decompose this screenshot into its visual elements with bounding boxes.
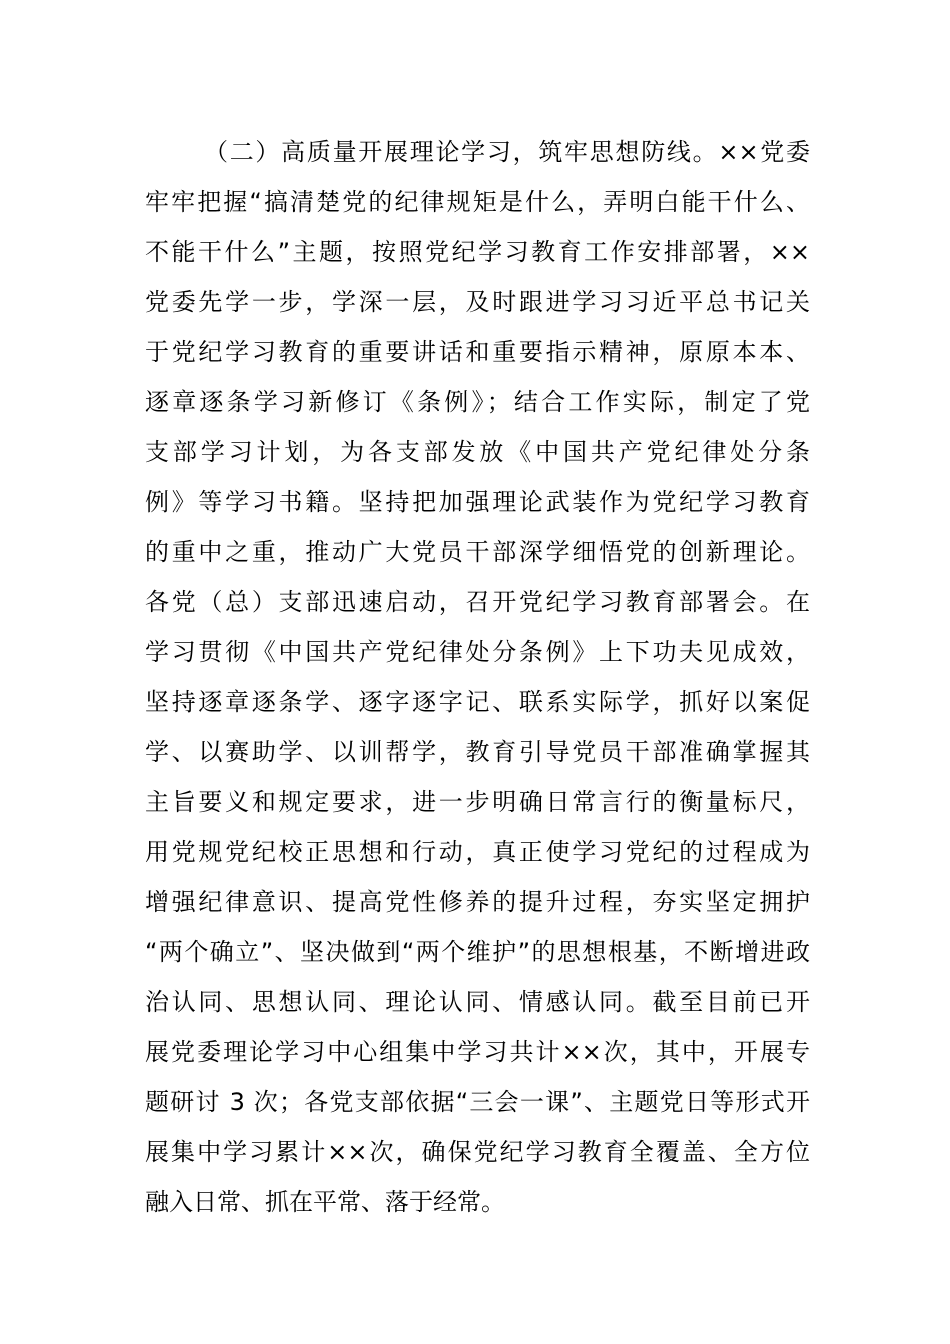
paragraph-line: 支部学习计划，为各支部发放《中国共产党纪律处分条 <box>145 438 810 466</box>
paragraph-line: 于党纪学习教育的重要讲话和重要指示精神，原原本本、 <box>145 338 810 366</box>
paragraph-line: 融入日常、抓在平常、落于经常。 <box>145 1188 505 1216</box>
paragraph-line: 学、以赛助学、以训帮学，教育引导党员干部准确掌握其 <box>145 738 810 766</box>
paragraph-line: 牢牢把握“搞清楚党的纪律规矩是什么，弄明白能干什么、 <box>145 188 810 216</box>
paragraph-line: 不能干什么”主题，按照党纪学习教育工作安排部署，×× <box>145 238 810 266</box>
paragraph-line: 例》等学习书籍。坚持把加强理论武装作为党纪学习教育 <box>145 488 810 516</box>
paragraph-line: 党委先学一步，学深一层，及时跟进学习习近平总书记关 <box>145 288 810 316</box>
paragraph-line: 增强纪律意识、提高党性修养的提升过程，夯实坚定拥护 <box>145 888 810 916</box>
paragraph-line: “两个确立”、坚决做到“两个维护”的思想根基，不断增进政 <box>145 938 810 966</box>
paragraph-line: 学习贯彻《中国共产党纪律处分条例》上下功夫见成效， <box>145 638 810 666</box>
paragraph-theory-study <box>145 127 810 1227</box>
paragraph-line: 逐章逐条学习新修订《条例》；结合工作实际，制定了党 <box>145 388 810 416</box>
paragraph-line: 坚持逐章逐条学、逐字逐字记、联系实际学，抓好以案促 <box>145 688 810 716</box>
paragraph-line: 的重中之重，推动广大党员干部深学细悟党的创新理论。 <box>145 538 810 566</box>
paragraph-line: 用党规党纪校正思想和行动，真正使学习党纪的过程成为 <box>145 838 810 866</box>
paragraph-line: 各党（总）支部迅速启动，召开党纪学习教育部署会。在 <box>145 588 810 616</box>
paragraph-line: 题研讨 3 次；各党支部依据“三会一课”、主题党日等形式开 <box>145 1088 810 1116</box>
paragraph-line: 治认同、思想认同、理论认同、情感认同。截至目前已开 <box>145 988 810 1016</box>
paragraph-line: 展党委理论学习中心组集中学习共计××次，其中，开展专 <box>145 1038 810 1066</box>
paragraph-line: 主旨要义和规定要求，进一步明确日常言行的衡量标尺， <box>145 788 810 816</box>
paragraph-line: （二）高质量开展理论学习，筑牢思想防线。××党委 <box>204 138 810 166</box>
paragraph-line: 展集中学习累计××次，确保党纪学习教育全覆盖、全方位 <box>145 1138 810 1166</box>
